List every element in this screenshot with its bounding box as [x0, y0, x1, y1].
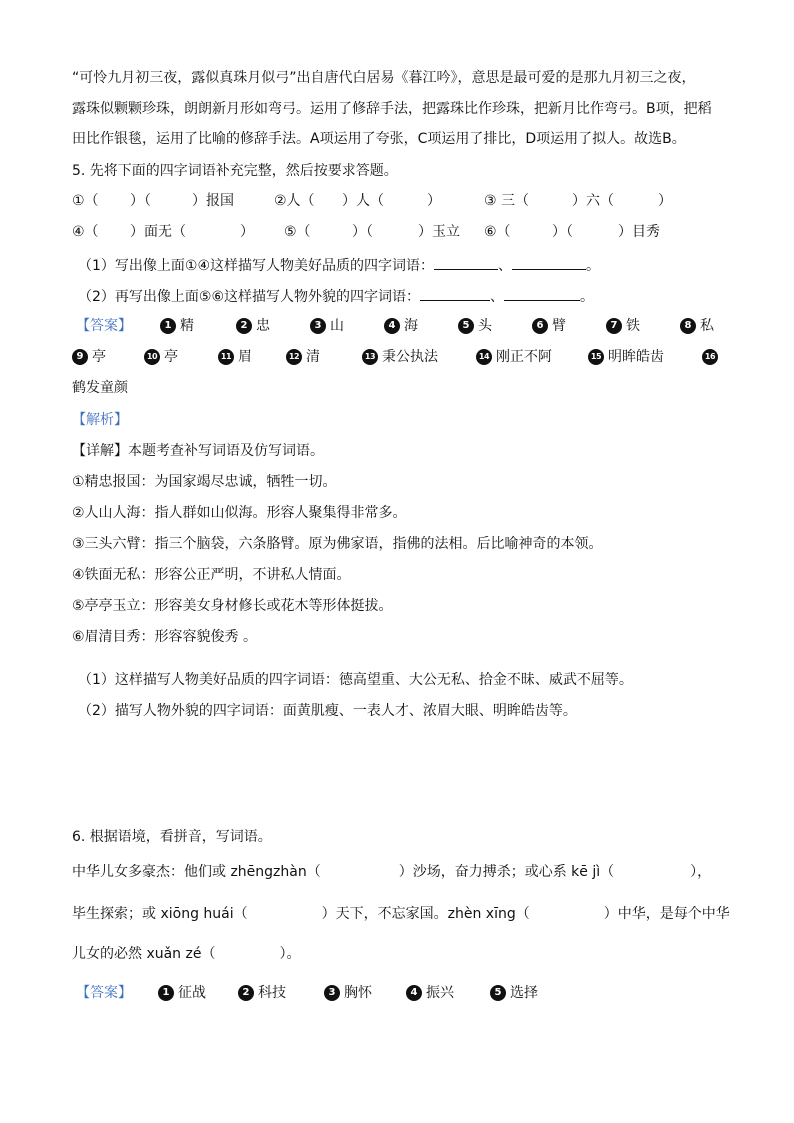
q5-item-6-end: ）目秀 [618, 224, 660, 240]
q5-sub-2-end: 。 [580, 289, 595, 305]
q5-answer-tail: 鹤发童颜 [72, 380, 128, 396]
answer-item [310, 316, 344, 336]
q6-line-3-a: 儿女的必然 xuǎn zé（ [72, 946, 216, 962]
answer-text: 明眸皓齿 [608, 349, 664, 365]
q5-item-5-mid: ）（ [352, 224, 373, 240]
answer-text: 亭 [92, 349, 106, 365]
answer-text: 头 [478, 318, 492, 334]
q5-item-6-mid: ）（ [552, 224, 573, 240]
q6-line-2-a: 毕生探索；或 xiōng huái（ [72, 906, 248, 922]
answer-item [384, 316, 418, 336]
answer-text: 刚正不阿 [496, 349, 552, 365]
number-badge: 6 [532, 318, 548, 334]
q6-line-2-b: ）天下，不忘家国。zhèn xīng（ [321, 906, 530, 922]
number-badge: 3 [324, 985, 340, 1001]
answer-item [324, 983, 372, 1003]
number-badge: 5 [490, 985, 506, 1001]
number-badge: 9 [72, 349, 88, 365]
q5-item-1-end: ）报国 [192, 193, 234, 209]
q5-item-2-mid: ）人（ [342, 193, 384, 209]
answer-text: 选择 [510, 985, 538, 1001]
q5-item-1-open: ①（ [72, 193, 99, 209]
answer-text: 秉公执法 [382, 349, 438, 365]
q5-item-4-end: ） [240, 224, 254, 240]
answer-item [72, 347, 106, 367]
q5-analysis-label: 【解析】 [72, 412, 128, 428]
number-badge: 13 [362, 349, 378, 365]
answer-item [362, 347, 438, 367]
q5-explain-2: ②人山人海：指人群如山似海。形容人聚集得非常多。 [72, 505, 407, 521]
q5-sub-2-blank-b[interactable] [504, 286, 580, 301]
q5-item-4-mid: ）面无（ [130, 224, 186, 240]
q6-line-1 [72, 862, 711, 882]
answer-item [476, 347, 552, 367]
number-badge: 14 [476, 349, 492, 365]
answer-text: 亭 [164, 349, 178, 365]
q6-answer-label: 【答案】 [76, 985, 132, 1001]
answer-text: 眉 [238, 349, 252, 365]
q6-line-1-a: 中华儿女多豪杰：他们或 zhēngzhàn（ [72, 864, 321, 880]
q5-sub-2-sep: 、 [490, 289, 505, 305]
answer-item [144, 347, 178, 367]
answer-text: 忠 [256, 318, 270, 334]
q5-sub-2-text: （2）再写出像上面⑤⑥这样描写人物外貌的四字词语： [78, 289, 421, 305]
number-badge: 1 [158, 985, 174, 1001]
q5-explain-4: ④铁面无私：形容公正严明，不讲私人情面。 [72, 567, 351, 583]
answer-text: 胸怀 [344, 985, 372, 1001]
q6-line-3 [72, 944, 300, 964]
number-badge: 15 [588, 349, 604, 365]
answer-item [458, 316, 492, 336]
answer-item [702, 347, 722, 367]
number-badge: 4 [384, 318, 400, 334]
number-badge: 2 [236, 318, 252, 334]
q6-line-1-c: ）， [690, 864, 712, 880]
q5-explain-3: ③三头六臂：指三个脑袋，六条胳臂。原为佛家语，指佛的法相。后比喻神奇的本领。 [72, 536, 603, 552]
q5-item-6-open: ⑥（ [484, 224, 511, 240]
q5-item-3-end: ） [658, 193, 672, 209]
q4-line-3: 田比作银毯，运用了比喻的修辞手法。A项运用了夸张，C项运用了排比，D项运用了拟人。故选B。 [72, 131, 686, 147]
q5-item-3-open: ③ 三（ [484, 193, 530, 209]
q5-item-3-mid: ）六（ [572, 193, 614, 209]
answer-item [160, 316, 194, 336]
answer-item [406, 983, 454, 1003]
answer-item [286, 347, 320, 367]
q5-example-2: （2）描写人物外貌的四字词语：面黄肌瘦、一表人才、浓眉大眼、明眸皓齿等。 [78, 703, 577, 719]
answer-item [158, 983, 206, 1003]
q5-explain-5: ⑤亭亭玉立：形容美女身材修长或花木等形体挺拔。 [72, 598, 393, 614]
q5-explain-6: ⑥眉清目秀：形容容貌俊秀 。 [72, 629, 258, 645]
q5-sub-1-blank-b[interactable] [512, 255, 586, 270]
q5-sub-1-text: （1）写出像上面①④这样描写人物美好品质的四字词语： [78, 258, 435, 274]
q5-item-2-end: ） [427, 193, 441, 209]
number-badge: 10 [144, 349, 160, 365]
q5-example-1: （1）这样描写人物美好品质的四字词语：德高望重、大公无私、拾金不昧、威武不屈等。 [78, 672, 633, 688]
answer-text: 科技 [258, 985, 286, 1001]
number-badge: 12 [286, 349, 302, 365]
answer-text: 私 [700, 318, 714, 334]
number-badge: 7 [606, 318, 622, 334]
answer-item [680, 316, 714, 336]
q6-title: 6. 根据语境，看拼音，写词语。 [72, 829, 272, 845]
answer-text: 精 [180, 318, 194, 334]
q4-line-2: 露珠似颗颗珍珠，朗朗新月形如弯弓。运用了修辞手法，把露珠比作珍珠，把新月比作弯弓。B项，把稻 [72, 101, 712, 117]
answer-item [490, 983, 538, 1003]
answer-item [588, 347, 664, 367]
q6-line-2 [72, 904, 730, 924]
q6-line-2-c: ）中华，是每个中华 [603, 906, 730, 922]
number-badge: 3 [310, 318, 326, 334]
q6-line-1-b: ）沙场，奋力搏杀；或心系 kē jì（ [398, 864, 615, 880]
answer-text: 臂 [552, 318, 566, 334]
number-badge: 2 [238, 985, 254, 1001]
q5-sub-1-sep: 、 [498, 258, 513, 274]
q6-line-3-b: ）。 [279, 946, 301, 962]
q5-item-2-open: ②人（ [274, 193, 315, 209]
answer-item [238, 983, 286, 1003]
answer-text: 山 [330, 318, 344, 334]
number-badge: 4 [406, 985, 422, 1001]
q5-item-1-mid: ）（ [130, 193, 151, 209]
number-badge: 5 [458, 318, 474, 334]
answer-text: 振兴 [426, 985, 454, 1001]
answer-text: 征战 [178, 985, 206, 1001]
q5-detail: 【详解】本题考查补写词语及仿写词语。 [72, 443, 324, 459]
q5-item-4-open: ④（ [72, 224, 99, 240]
answer-text: 清 [306, 349, 320, 365]
number-badge: 1 [160, 318, 176, 334]
number-badge: 16 [702, 349, 718, 365]
q5-title: 5. 先将下面的四字词语补充完整，然后按要求答题。 [72, 163, 398, 179]
q5-item-5-end: ）玉立 [418, 224, 460, 240]
q5-explain-1: ①精忠报国：为国家竭尽忠诚，牺牲一切。 [72, 474, 337, 490]
number-badge: 8 [680, 318, 696, 334]
answer-item [236, 316, 270, 336]
q5-item-5-open: ⑤（ [284, 224, 311, 240]
q5-sub-2 [78, 286, 594, 307]
answer-item [532, 316, 566, 336]
answer-text: 铁 [626, 318, 640, 334]
q5-sub-1-blank-a[interactable] [434, 255, 498, 270]
q4-line-1: “可怜九月初三夜，露似真珠月似弓”出自唐代白居易《暮江吟》，意思是最可爱的是那九月初三之夜， [72, 70, 696, 86]
q5-sub-1-end: 。 [586, 258, 601, 274]
answer-item [218, 347, 252, 367]
answer-item [606, 316, 640, 336]
number-badge: 11 [218, 349, 234, 365]
q5-sub-2-blank-a[interactable] [420, 286, 490, 301]
q5-answer-label: 【答案】 [76, 318, 132, 334]
q5-sub-1 [78, 255, 600, 276]
answer-text: 海 [404, 318, 418, 334]
